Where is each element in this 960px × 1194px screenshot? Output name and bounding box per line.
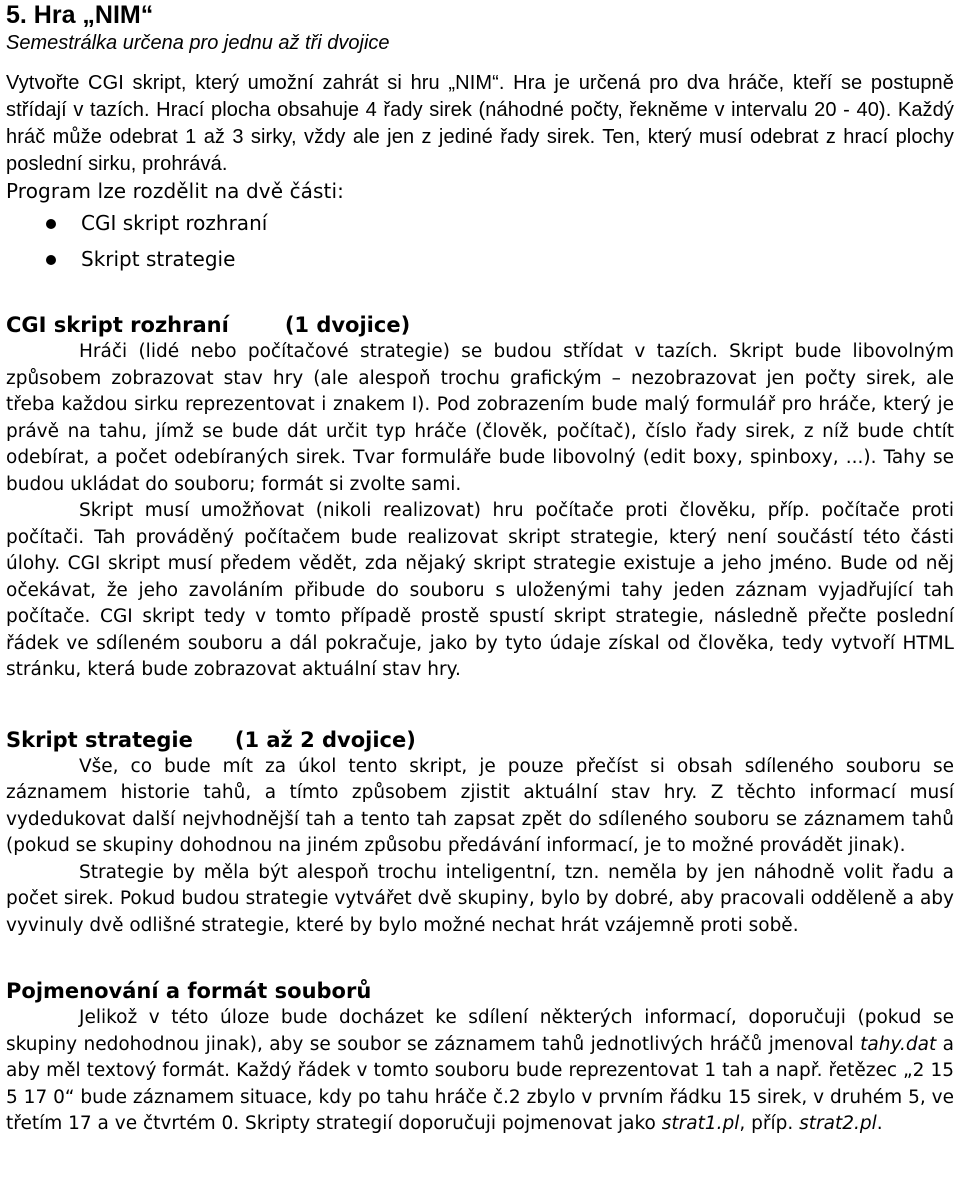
parts-intro: Program lze rozdělit na dvě části: [6, 179, 344, 203]
strategy-paragraph-2: Strategie by měla být alespoň trochu inteligentní, tzn. neměla by jen náhodně volit řadu a počet sirek. Pokud budou strategie vytvářet dvě skupiny, bylo by dobré, aby pracovali odděleně a aby vyvinuly dvě odlišné strategie, které by bylo možné nechat hrát vzájemně proti sobě. [6, 861, 954, 936]
naming-paragraph [6, 1005, 954, 1138]
naming-text-a: Jelikož v této úloze bude docházet ke sdílení některých informací, doporučuji (pokud se skupiny nedohodnou jinak), aby se soubor se záznamem tahů jednotlivých hráčů jmenoval [6, 1007, 954, 1055]
parts-list [6, 205, 954, 277]
strategy-body [6, 754, 954, 940]
strategy-heading-team: (1 až 2 dvojice) [234, 727, 416, 752]
list-item: Skript strategie [6, 241, 954, 277]
strategy-heading [6, 726, 954, 754]
file-name-strat1: strat1.pl [661, 1113, 740, 1134]
cgi-paragraph-1: Hráči (lidé nebo počítačové strategie) se budou střídat v tazích. Skript bude libovolným způsobem zobrazovat stav hry (ale alespoň trochu grafickým – nezobrazovat jen počty sirek, ale třeba každou sirku reprezentovat i znakem I). Pod zobrazením bude malý formulář pro hráče, který je právě na tahu, jímž se bude dát určit typ hráče (člověk, počítač), číslo řady sirek, z níž bude chtít odebírat, a počet odebíraných sirek. Tvar formuláře bude libovolný (edit boxy, spinboxy, ...). Tahy se budou ukládat do souboru; formát si zvolte sami. [6, 341, 954, 495]
cgi-heading-team: (1 dvojice) [284, 313, 411, 337]
intro-text: Vytvořte CGI skript, který umožní zahrát si hru „NIM“. Hra je určená pro dva hráče, kteří se postupně střídají v tazích. Hrací plocha obsahuje 4 řady sirek (náhodné počty, řekněme v intervalu 20 - 40). Každý hráč může odebrat 1 až 3 sirky, vždy ale jen z jediné řady sirek. Ten, který musí odebrat z hrací plochy poslední sirku, prohrává. [6, 72, 954, 175]
naming-text-c: , příp. [739, 1113, 800, 1134]
naming-text-b: a aby měl textový formát. Každý řádek v tomto souboru bude reprezentovat 1 tah a např. řetězec „2 15 5 17 0“ bude záznamem situace, kdy po tahu hráče č.2 zbylo v prvním řádku 15 sirek, v druhém 5, ve třetím 17 a ve čtvrtém 0. Skripty strategií doporučuji pojmenovat jako [6, 1033, 954, 1134]
naming-body [6, 1005, 954, 1138]
cgi-heading [6, 311, 954, 339]
naming-text-d: . [876, 1113, 883, 1134]
file-name-tahy: tahy.dat [860, 1033, 937, 1055]
strategy-paragraph-1: Vše, co bude mít za úkol tento skript, je pouze přečíst si obsah sdíleného souboru se záznamem historie tahů, a tímto způsobem zjistit aktuální stav hry. Z těchto informací musí vydedukovat další nejvhodnější tah a tento tah zapsat zpět do sdíleného souboru se záznamem tahů (pokud se skupiny dohodnou na jiném způsobu předávání informací, je to možné provádět jinak). [6, 755, 954, 856]
strategy-heading-title: Skript strategie [6, 727, 193, 752]
cgi-body [6, 339, 954, 684]
intro-paragraph [6, 70, 954, 205]
section-subtitle: Semestrálka určena pro jednu až tři dvojice [6, 32, 390, 54]
cgi-paragraph-2: Skript musí umožňovat (nikoli realizovat) hru počítače proti člověku, příp. počítače proti počítači. Tah prováděný počítačem bude realizovat skript strategie, který není součástí této části úlohy. CGI skript musí předem vědět, zda nějaký skript strategie existuje a jeho jméno. Bude od něj očekávat, že jeho zavoláním přibude do souboru s uloženými tahy jeden záznam vyjadřující tah počítače. CGI skript tedy v tomto případě prostě spustí skript strategie, následně přečte poslední řádek ve sdíleném souboru a dál pokračuje, jako by tyto údaje získal od člověka, tedy vytvoří HTML stránku, která bude zobrazovat aktuální stav hry. [6, 500, 954, 680]
list-item: CGI skript rozhraní [6, 205, 954, 241]
cgi-heading-title: CGI skript rozhraní [6, 313, 229, 337]
naming-heading: Pojmenování a formát souborů [6, 979, 372, 1003]
section-title: 5. Hra „NIM“ [6, 1, 154, 29]
file-name-strat2: strat2.pl [799, 1113, 877, 1134]
